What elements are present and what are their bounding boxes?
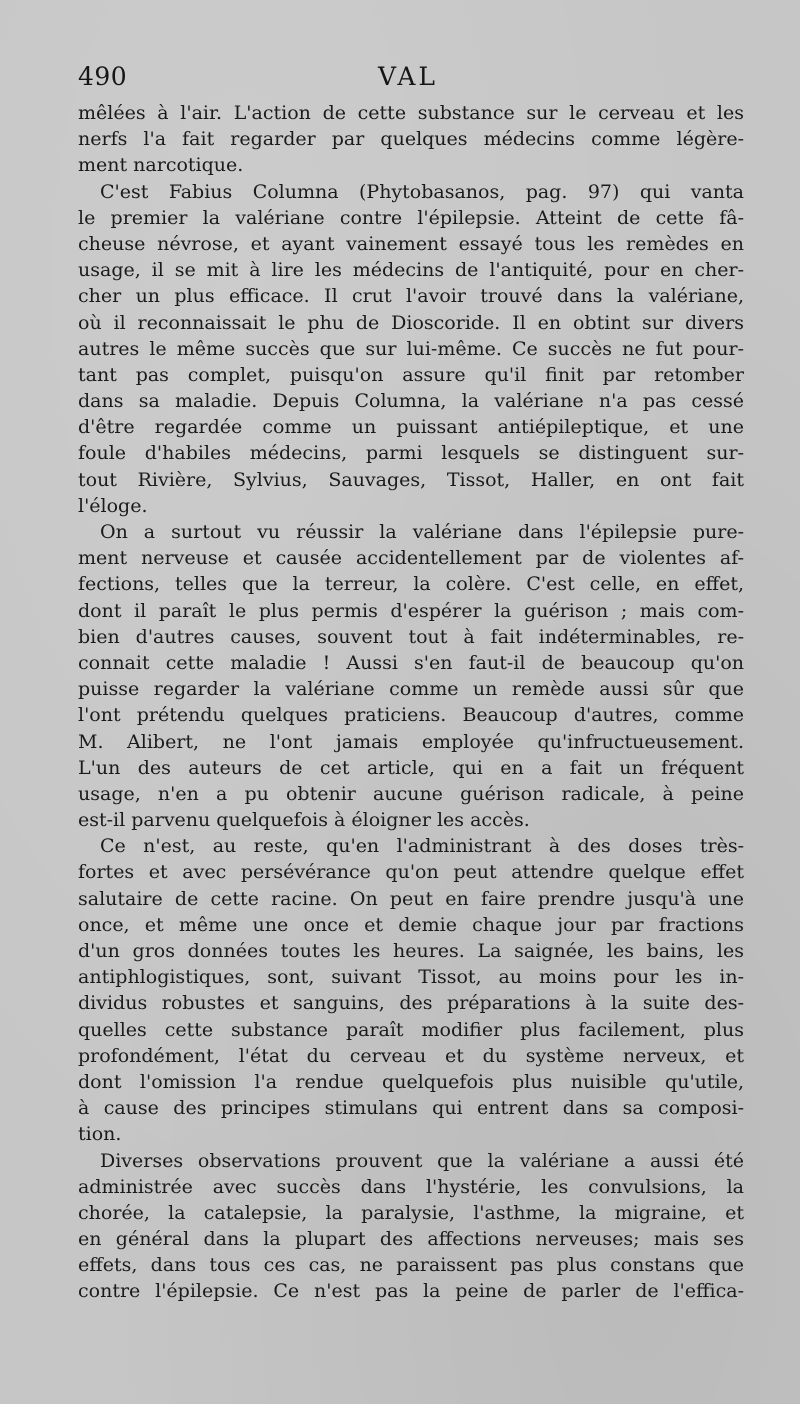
text-line: dans sa maladie. Depuis Columna, la valériane n'a pas cessé <box>78 390 744 413</box>
text-line: le premier la valériane contre l'épilepsie. Atteint de cette fâ- <box>78 206 744 229</box>
text-line: effets, dans tous ces cas, ne paraissent pas plus constans que <box>78 1254 744 1277</box>
page-header <box>78 62 744 96</box>
text-line: à cause des principes stimulans qui entrent dans sa composi- <box>78 1097 744 1120</box>
text-line: tion. <box>78 1123 122 1146</box>
text-line: où il reconnaissait le phu de Dioscoride. Il en obtint sur divers <box>78 311 744 334</box>
text-line: l'ont prétendu quelques praticiens. Beaucoup d'autres, comme <box>78 704 744 727</box>
text-line: ment nerveuse et causée accidentellement par de violentes af- <box>78 547 744 570</box>
text-line: dont il paraît le plus permis d'espérer la guérison ; mais com- <box>78 599 744 622</box>
text-line: L'un des auteurs de cet article, qui en a fait un fréquent <box>78 756 744 779</box>
paragraph <box>78 1148 744 1305</box>
text-line: fortes et avec persévérance qu'on peut attendre quelque effet <box>78 861 744 884</box>
paragraph <box>78 100 744 179</box>
text-line: tout Rivière, Sylvius, Sauvages, Tissot, Haller, en ont fait <box>78 468 744 491</box>
text-line: Ce n'est, au reste, qu'en l'administrant à des doses très- <box>100 835 744 858</box>
text-line: foule d'habiles médecins, parmi lesquels se distinguent sur- <box>78 442 744 465</box>
page-number: 490 <box>78 62 128 91</box>
text-line: cheuse névrose, et ayant vainement essayé tous les remèdes en <box>78 232 744 255</box>
text-line: en général dans la plupart des affections nerveuses; mais ses <box>78 1228 744 1251</box>
text-line: antiphlogistiques, sont, suivant Tissot, au moins pour les in- <box>78 966 744 989</box>
text-line: est-il parvenu quelquefois à éloigner les accès. <box>78 809 530 832</box>
text-line: dont l'omission l'a rendue quelquefois plus nuisible qu'utile, <box>78 1070 744 1093</box>
text-line: bien d'autres causes, souvent tout à fait indéterminables, re- <box>78 625 744 648</box>
paragraph <box>78 833 744 1147</box>
text-line: quelles cette substance paraît modifier plus facilement, plus <box>78 1018 744 1041</box>
text-line: C'est Fabius Columna (Phytobasanos, pag. 97) qui vanta <box>100 180 744 203</box>
text-line: profondément, l'état du cerveau et du système nerveux, et <box>78 1044 744 1067</box>
text-line: nerfs l'a fait regarder par quelques médecins comme légère- <box>78 128 744 151</box>
text-line: once, et même une once et demie chaque jour par fractions <box>78 913 744 936</box>
text-line: puisse regarder la valériane comme un remède aussi sûr que <box>78 678 744 701</box>
text-line: tant pas complet, puisqu'on assure qu'il finit par retomber <box>78 363 744 386</box>
running-head: VAL <box>378 62 439 91</box>
text-line: autres le même succès que sur lui-même. Ce succès ne fut pour- <box>78 337 744 360</box>
text-line: chorée, la catalepsie, la paralysie, l'asthme, la migraine, et <box>78 1201 744 1224</box>
text-line: salutaire de cette racine. On peut en faire prendre jusqu'à une <box>78 887 744 910</box>
text-line: mêlées à l'air. L'action de cette substance sur le cerveau et les <box>78 102 744 124</box>
paragraph <box>78 519 744 833</box>
text-line: cher un plus efficace. Il crut l'avoir trouvé dans la valériane, <box>78 285 744 308</box>
text-line: On a surtout vu réussir la valériane dans l'épilepsie pure- <box>100 521 744 543</box>
text-line: usage, il se mit à lire les médecins de l'antiquité, pour en cher- <box>78 259 744 282</box>
body-text <box>78 100 744 1305</box>
text-line: administrée avec succès dans l'hystérie, les convulsions, la <box>78 1175 744 1198</box>
text-line: fections, telles que la terreur, la colère. C'est celle, en effet, <box>78 573 744 596</box>
text-line: connait cette maladie ! Aussi s'en faut-il de beaucoup qu'on <box>78 651 744 674</box>
text-line: l'éloge. <box>78 494 148 517</box>
text-line: usage, n'en a pu obtenir aucune guérison radicale, à peine <box>78 782 744 805</box>
text-line: contre l'épilepsie. Ce n'est pas la peine de parler de l'effica- <box>78 1280 744 1303</box>
text-line: dividus robustes et sanguins, des préparations à la suite des- <box>78 992 744 1015</box>
text-line: ment narcotique. <box>78 154 244 177</box>
text-line: d'un gros données toutes les heures. La saignée, les bains, les <box>78 940 744 962</box>
text-line: M. Alibert, ne l'ont jamais employée qu'infructueusement. <box>78 730 744 753</box>
text-line: d'être regardée comme un puissant antiépileptique, et une <box>78 416 744 439</box>
paragraph <box>78 179 744 519</box>
text-line: Diverses observations prouvent que la valériane a aussi été <box>100 1149 744 1172</box>
